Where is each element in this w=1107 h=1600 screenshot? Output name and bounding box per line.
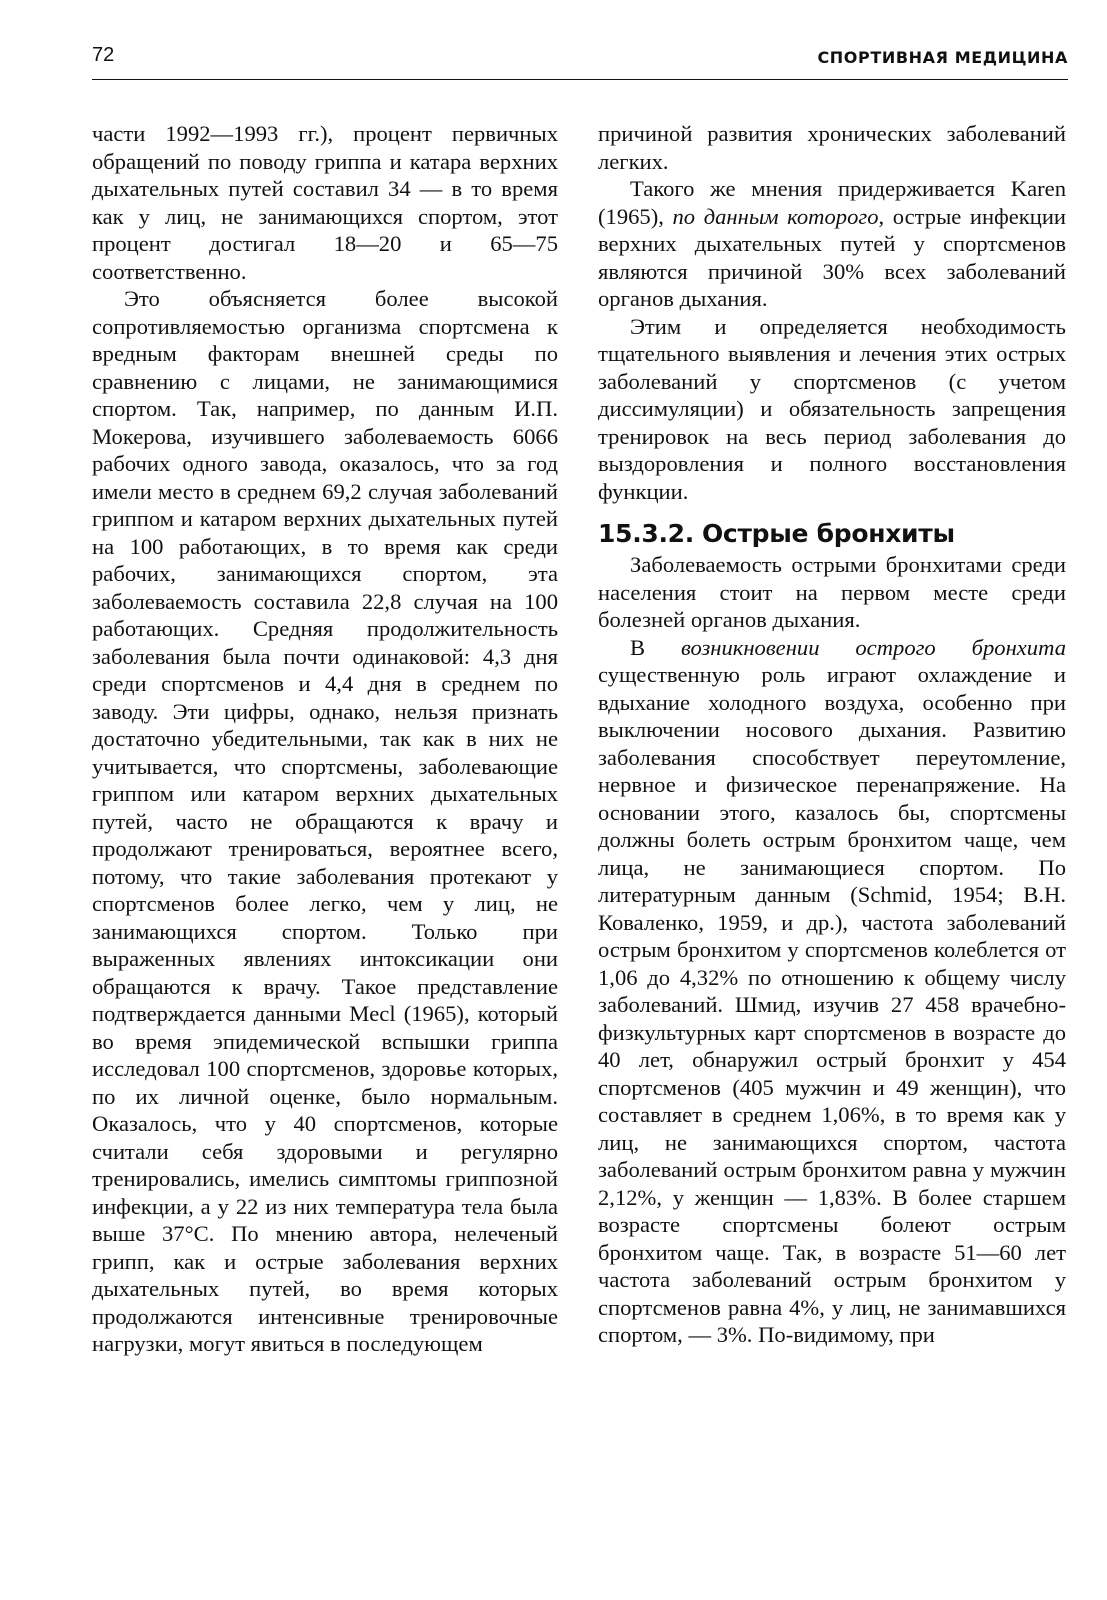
text-run: В xyxy=(630,634,681,660)
text-run: Такого же мнения придерживается Karen (1965), xyxy=(598,176,1066,229)
section-heading xyxy=(598,519,1066,549)
text-run: , острые инфекции верхних дыхательных путей у спортсменов являются причиной 30% всех заболеваний органов дыхания. xyxy=(598,203,1067,311)
italic-text: возникновении острого бронхита xyxy=(680,634,1066,660)
section-number: 15.3.2. xyxy=(598,519,694,548)
italic-text: по данным которого xyxy=(672,203,879,229)
paragraph: причиной развития хронических заболеваний легких. xyxy=(598,121,1066,174)
paragraph: Этим и определяется необходимость тщательного выявления и лечения этих острых заболеваний у спортсменов (с учетом диссимуляции) и обязательность запрещения тренировок на весь период заболевания до выздоровления и полного восстановления функции. xyxy=(598,313,1066,504)
text-run: существенную роль играют охлаждение и вдыхание холодного воздуха, особенно при выключении носового дыхания. Развитию заболевания способствует переутомление, нервное и физическое перенапряжение. На основании этого, казалось бы, спортсмены должны болеть острым бронхитом чаще, чем лица, не занимающиеся спортом. По литературным данным (Schmid, 1954; В.Н. Коваленко, 1959, и др.), частота заболеваний острым бронхитом у спортсменов колеблется от 1,06 до 4,32% по отношению к общему числу заболеваний. Шмид, изучив 27 458 врачебно-физкультурных карт спортсменов в возрасте до 40 лет, обнаружил острый бронхит у 454 спортсменов (405 мужчин и 49 женщин), что составляет в среднем 1,06%, в то время как у лиц, не занимающихся спортом, частота заболеваний острым бронхитом равна у мужчин 2,12%, у женщин — 1,83%. В более старшем возрасте спортсмены болеют острым бронхитом чаще. Так, в возрасте 51—60 лет частота заболеваний острым бронхитом у спортсменов равна 4%, у лиц, не занимавшихся спортом, — 3%. По-видимому, при xyxy=(598,662,1066,1347)
paragraph xyxy=(598,634,1066,1349)
paragraph: Это объясняется более высокой сопротивляемостью организма спортсмена к вредным факторам внешней среды по сравнению с лицами, не занимающимися спортом. Так, например, по данным И.П. Мокерова, изучившего заболеваемость 6066 рабочих одного завода, оказалось, что за год имели место в среднем 69,2 случая заболеваний гриппом и катаром верхних дыхательных путей на 100 работающих, в то время как среди рабочих, занимающихся спортом, эта заболеваемость составила 22,8 случая на 100 работающих. Средняя продолжительность заболевания была почти одинаковой: 4,3 дня среди спортсменов и 4,4 дня в среднем по заводу. Эти цифры, однако, нельзя признать достаточно убедительными, так как в них не учитывается, что спортсмены, заболевающие гриппом или катаром верхних дыхательных путей, часто не обращаются к врачу и продолжают тренироваться, вероятнее всего, потому, что такие заболевания протекают у спортсменов более легко, чем у лиц, не занимающихся спортом. Только при выраженных явлениях интоксикации они обращаются к врачу. Такое представление подтверждается данными Mecl (1965), который во время эпидемической вспышки гриппа исследовал 100 спортсменов, здоровье которых, по их личной оценке, было нормальным. Оказалось, что у 40 спортсменов, которые считали себя здоровыми и регулярно тренировались, имелись симптомы гриппозной инфекции, а у 22 из них температура тела была выше 37°С. По мнению автора, нелеченый грипп, как и острые заболевания верхних дыхательных путей, во время которых продолжаются интенсивные тренировочные нагрузки, могут явиться в последующем xyxy=(92,286,558,1356)
section-title: Острые бронхиты xyxy=(701,519,955,548)
page-header xyxy=(92,44,1068,80)
paragraph: Заболеваемость острыми бронхитами среди населения стоит на первом месте среди болезней органов дыхания. xyxy=(598,552,1066,632)
right-column xyxy=(598,120,1066,1349)
running-title: СПОРТИВНАЯ МЕДИЦИНА xyxy=(817,48,1068,67)
page-number: 72 xyxy=(92,44,115,66)
paragraph: части 1992—1993 гг.), процент первичных обращений по поводу гриппа и катара верхних дыхательных путей составил 34 — в то время как у лиц, не занимающихся спортом, этот процент достигал 18—20 и 65—75 соответственно. xyxy=(92,121,558,284)
header-rule xyxy=(92,79,1068,80)
left-column xyxy=(92,120,558,1358)
paragraph xyxy=(598,175,1066,313)
